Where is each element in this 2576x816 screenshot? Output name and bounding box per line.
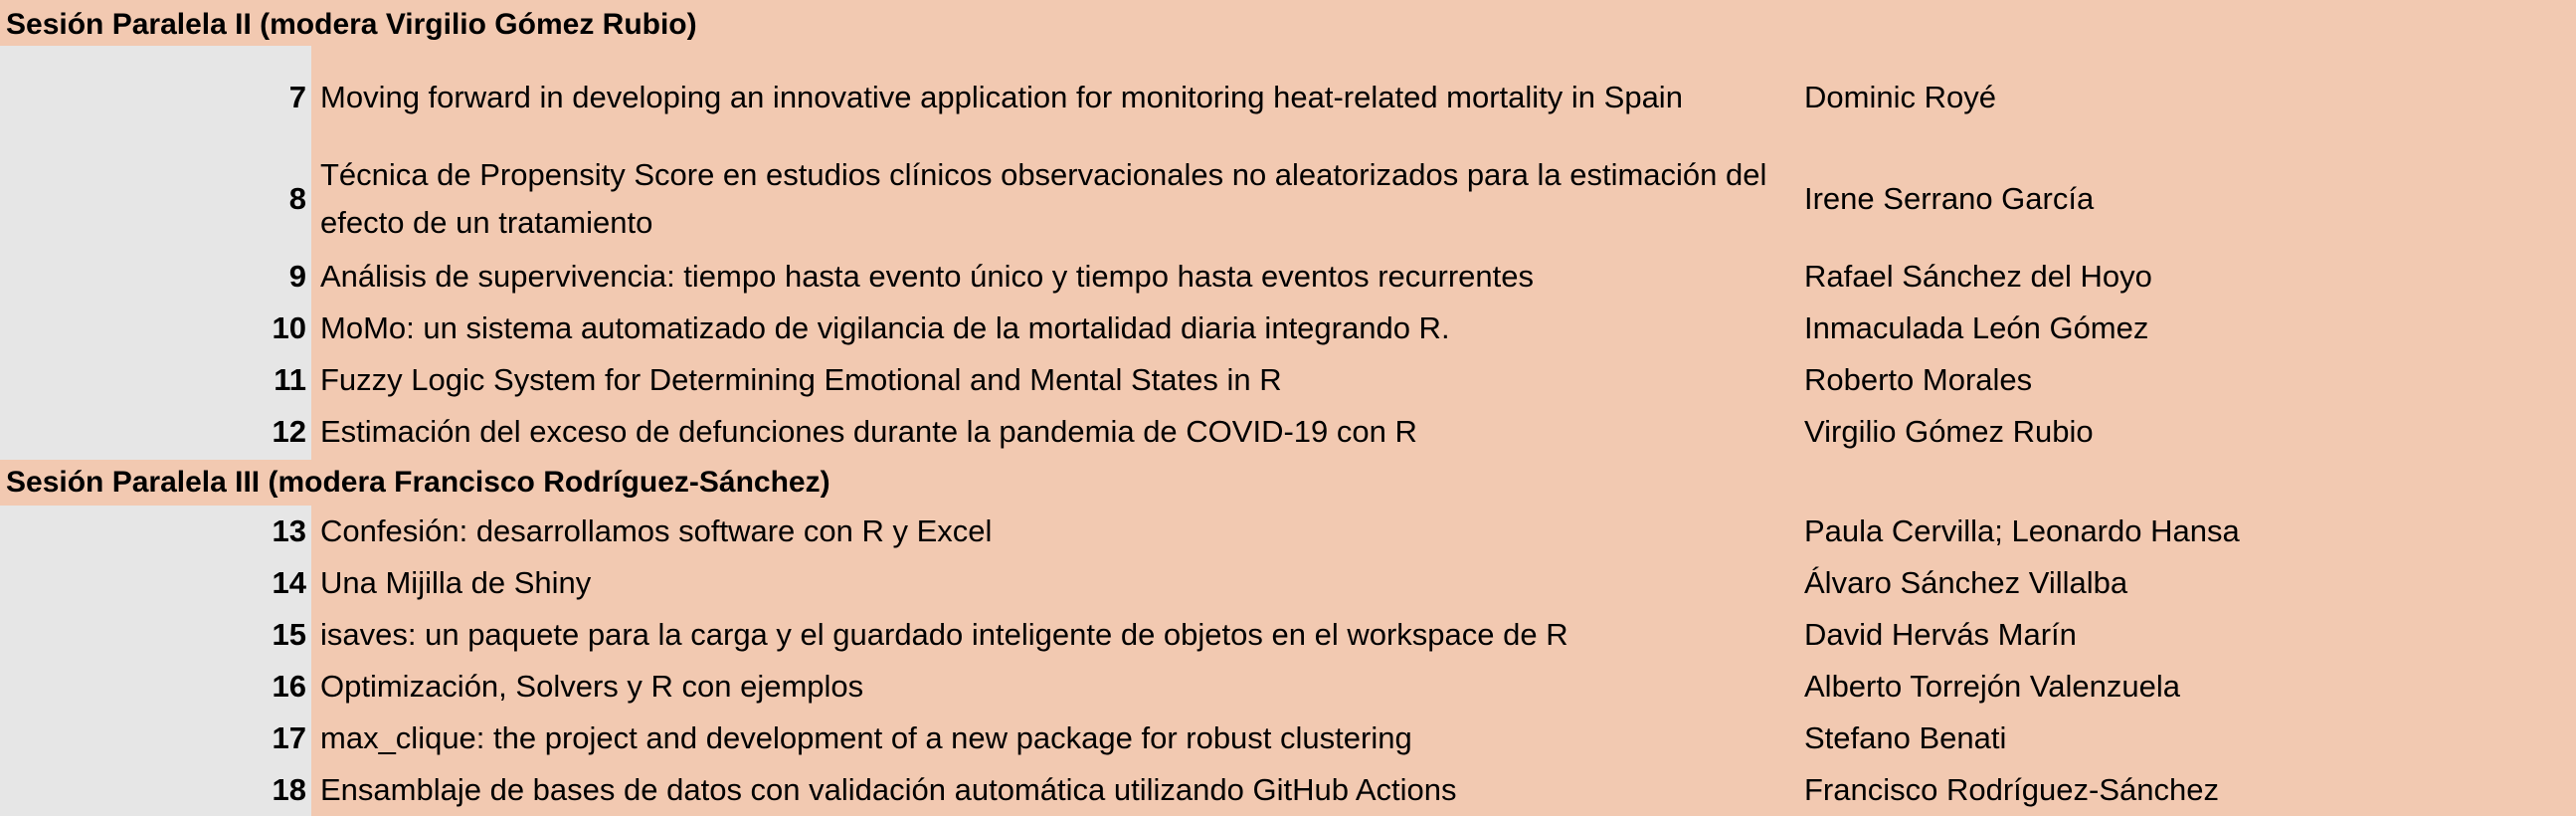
talk-author: Álvaro Sánchez Villalba xyxy=(1804,565,2128,600)
talk-author: Francisco Rodríguez-Sánchez xyxy=(1804,772,2219,807)
talk-author: Dominic Royé xyxy=(1804,80,1996,114)
talk-row xyxy=(0,661,2576,713)
talk-title: Fuzzy Logic System for Determining Emotional and Mental States in R xyxy=(320,362,1282,397)
talk-row xyxy=(0,251,2576,303)
talk-title: Una Mijilla de Shiny xyxy=(320,565,592,600)
talk-number: 15 xyxy=(272,617,306,652)
talk-author: Irene Serrano García xyxy=(1804,181,2095,216)
talk-title: isaves: un paquete para la carga y el guardado inteligente de objetos en el workspace de R xyxy=(320,617,1568,652)
talk-row xyxy=(0,713,2576,764)
talk-title: MoMo: un sistema automatizado de vigilancia de la mortalidad diaria integrando R. xyxy=(320,310,1450,345)
talk-author: Roberto Morales xyxy=(1804,362,2033,397)
talk-row xyxy=(0,764,2576,816)
talk-author: Rafael Sánchez del Hoyo xyxy=(1804,259,2152,294)
talk-number: 12 xyxy=(272,414,306,449)
talk-title: Moving forward in developing an innovative application for monitoring heat-related mortality in Spain xyxy=(320,80,1683,114)
talk-author: Paula Cervilla; Leonardo Hansa xyxy=(1804,513,2240,548)
talk-author: Stefano Benati xyxy=(1804,720,2007,755)
talk-title: Análisis de supervivencia: tiempo hasta evento único y tiempo hasta eventos recurrentes xyxy=(320,259,1535,294)
talk-row xyxy=(0,557,2576,609)
talk-number: 13 xyxy=(272,513,306,548)
talk-number: 10 xyxy=(272,310,306,345)
talk-number: 9 xyxy=(288,259,306,294)
talk-author: Inmaculada León Gómez xyxy=(1804,310,2149,345)
talk-row xyxy=(0,354,2576,406)
talk-number: 17 xyxy=(272,720,306,755)
talk-title: max_clique: the project and development of a new package for robust clustering xyxy=(320,720,1412,755)
session-header: Sesión Paralela III (modera Francisco Rodríguez-Sánchez) xyxy=(6,466,830,499)
talk-row xyxy=(0,406,2576,458)
talk-row xyxy=(0,72,2576,123)
talk-title: Técnica de Propensity Score en estudios clínicos observacionales no aleatorizados para la estimación del efecto de un tratamiento xyxy=(320,157,1767,240)
talk-number: 7 xyxy=(288,80,306,114)
talk-number: 18 xyxy=(272,772,306,807)
talk-author: David Hervás Marín xyxy=(1804,617,2077,652)
talk-row xyxy=(0,609,2576,661)
talk-title: Ensamblaje de bases de datos con validación automática utilizando GitHub Actions xyxy=(320,772,1457,807)
talk-title: Confesión: desarrollamos software con R y Excel xyxy=(320,513,993,548)
talk-row xyxy=(0,151,2576,247)
talk-row xyxy=(0,303,2576,354)
talk-row xyxy=(0,506,2576,557)
talk-number: 11 xyxy=(274,362,306,397)
talk-title: Estimación del exceso de defunciones durante la pandemia de COVID-19 con R xyxy=(320,414,1417,449)
talk-author: Virgilio Gómez Rubio xyxy=(1804,414,2094,449)
talk-number: 16 xyxy=(272,669,306,704)
talk-number: 14 xyxy=(272,565,306,600)
session-header: Sesión Paralela II (modera Virgilio Gómez Rubio) xyxy=(6,8,697,41)
talk-author: Alberto Torrejón Valenzuela xyxy=(1804,669,2180,704)
talk-number: 8 xyxy=(288,181,306,216)
talk-title: Optimización, Solvers y R con ejemplos xyxy=(320,669,864,704)
